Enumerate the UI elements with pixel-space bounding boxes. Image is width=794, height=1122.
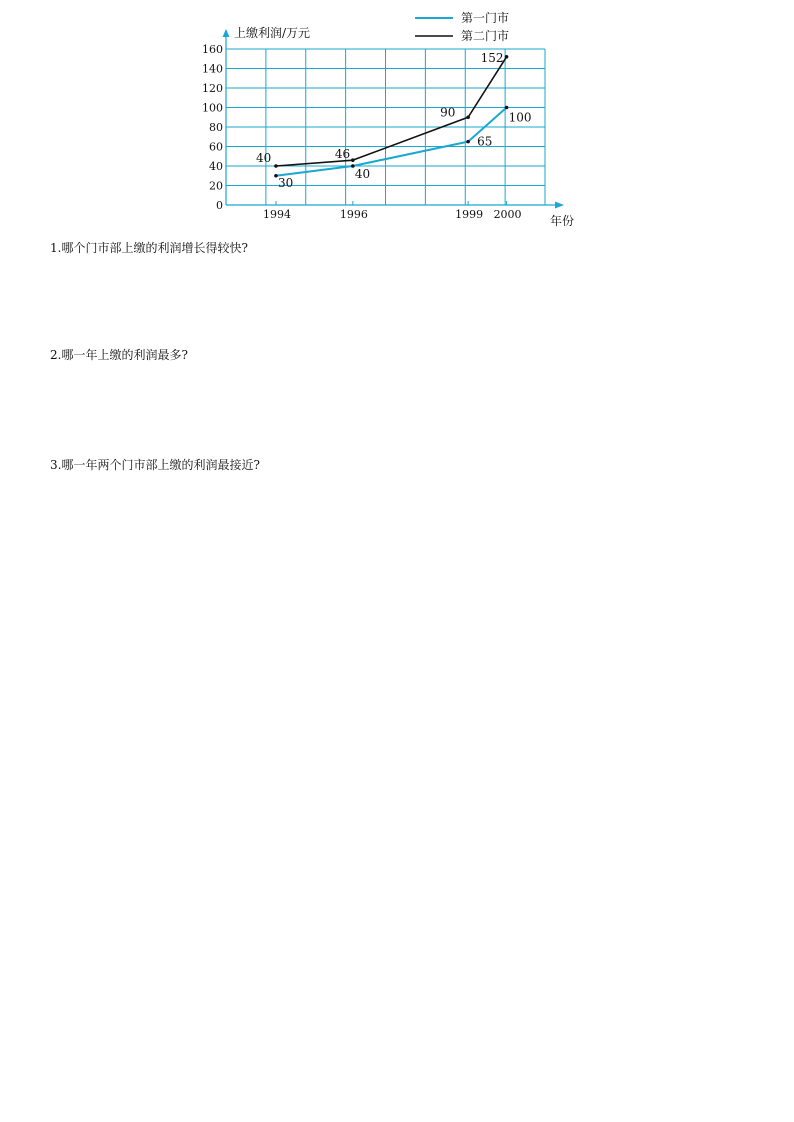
- profit-line-chart: [0, 0, 794, 240]
- chart-legend: [415, 10, 509, 43]
- data-point: [505, 55, 509, 59]
- chart-labels: [256, 51, 532, 190]
- data-point: [466, 140, 470, 144]
- data-point: [505, 106, 509, 110]
- data-label: 65: [477, 134, 493, 149]
- y-tick-label: 0: [216, 199, 223, 212]
- data-label: 46: [334, 147, 351, 162]
- y-tick-label: 140: [202, 62, 223, 76]
- data-point: [351, 158, 355, 162]
- data-point: [274, 164, 278, 168]
- y-tick-label: 100: [202, 101, 223, 115]
- y-tick-label: 60: [209, 140, 223, 154]
- y-tick-label: 20: [209, 179, 223, 193]
- y-tick-label: 160: [202, 43, 223, 56]
- data-label: 100: [508, 110, 532, 125]
- y-tick-label: 120: [202, 82, 223, 95]
- question-1: 1.哪个门市部上缴的利润增长得较快?: [50, 241, 248, 255]
- question-2: 2.哪一年上缴的利润最多?: [50, 348, 188, 362]
- x-tick-label: 1996: [339, 208, 368, 221]
- question-3: 3.哪一年两个门市部上缴的利润最接近?: [50, 458, 260, 472]
- y-axis-title: 上缴利润/万元: [234, 26, 311, 40]
- data-label: 40: [255, 151, 272, 165]
- series-line-store-2: [276, 57, 507, 166]
- data-point: [466, 115, 470, 119]
- legend-label: 第一门市: [461, 11, 510, 25]
- y-tick-label: 80: [209, 121, 223, 134]
- data-label: 30: [277, 175, 294, 190]
- x-tick-label: 2000: [493, 208, 522, 221]
- x-axis-title: 年份: [550, 214, 575, 228]
- data-label: 90: [440, 105, 456, 120]
- y-axis-arrow: [223, 29, 230, 37]
- x-axis-arrow: [555, 202, 564, 209]
- legend-label: 第二门市: [461, 29, 510, 43]
- y-tick-label: 40: [209, 160, 223, 173]
- data-label: 40: [354, 167, 371, 181]
- x-tick-label: 1994: [262, 208, 291, 221]
- chart-series: [274, 55, 508, 178]
- data-label: 152: [480, 50, 504, 65]
- x-tick-label: 1999: [455, 208, 484, 221]
